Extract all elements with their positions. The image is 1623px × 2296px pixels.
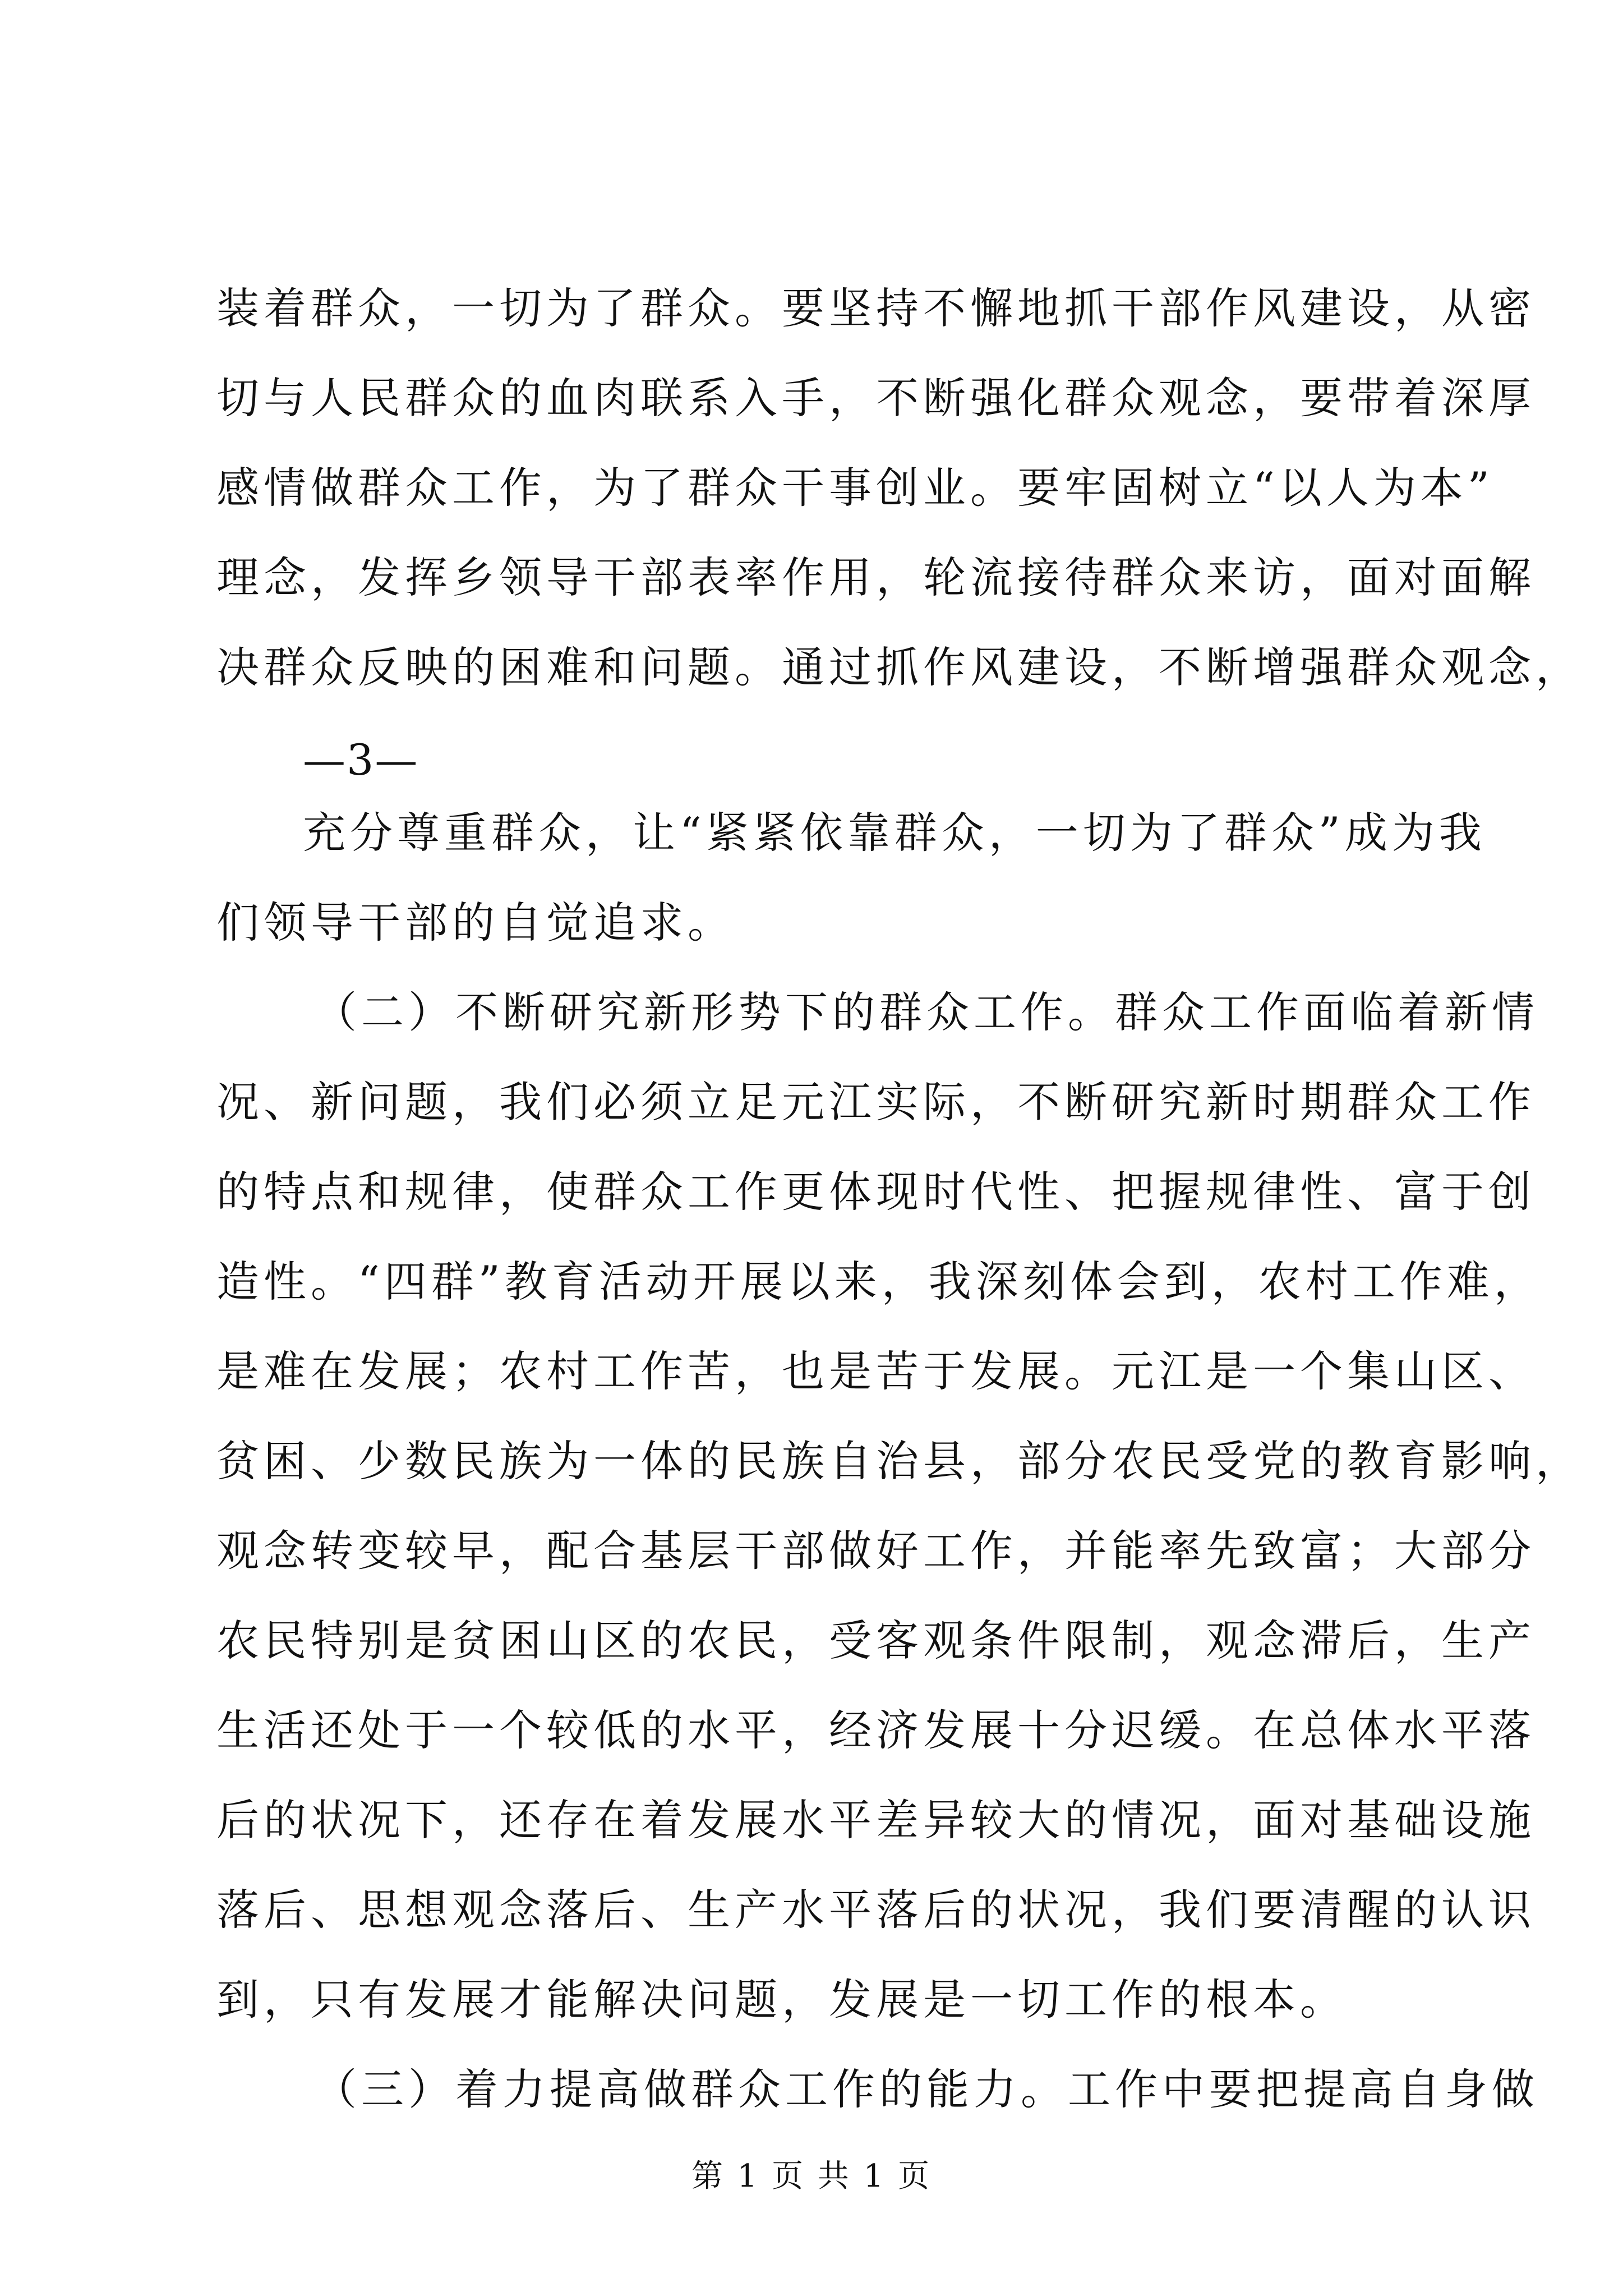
text-line: 落后、思想观念落后、生产水平落后的状况，我们要清醒的认识 — [216, 1885, 1536, 1935]
text-line: 贫困、少数民族为一体的民族自治县，部分农民受党的教育影响， — [216, 1436, 1583, 1486]
text-line: 生活还处于一个较低的水平，经济发展十分迟缓。在总体水平落 — [216, 1705, 1536, 1755]
text-line: 理念，发挥乡领导干部表率作用，轮流接待群众来访，面对面解 — [216, 553, 1536, 602]
paragraph-heading-line: （二）不断研究新形势下的群众工作。群众工作面临着新情 — [314, 987, 1539, 1037]
paragraph-heading-line: （三）着力提高做群众工作的能力。工作中要把提高自身做 — [314, 2064, 1539, 2114]
text-line: 造性。“四群”教育活动开展以来，我深刻体会到，农村工作难， — [216, 1257, 1541, 1306]
page-footer: 第 1 页 共 1 页 — [691, 2158, 932, 2194]
text-line: 决群众反映的困难和问题。通过抓作风建设，不断增强群众观念， — [216, 642, 1583, 692]
text-line: 们领导干部的自觉追求。 — [216, 898, 735, 947]
text-line: 况、新问题，我们必须立足元江实际，不断研究新时期群众工作 — [216, 1077, 1536, 1127]
text-line: 到，只有发展才能解决问题，发展是一切工作的根本。 — [216, 1975, 1347, 2024]
text-line: 切与人民群众的血肉联系入手，不断强化群众观念，要带着深厚 — [216, 373, 1536, 423]
text-line: 观念转变较早，配合基层干部做好工作，并能率先致富；大部分 — [216, 1526, 1536, 1576]
text-line: 的特点和规律，使群众工作更体现时代性、把握规律性、富于创 — [216, 1167, 1536, 1217]
page-marker: —3— — [303, 735, 419, 785]
text-line: 装着群众，一切为了群众。要坚持不懈地抓干部作风建设，从密 — [216, 283, 1536, 333]
text-line: 感情做群众工作，为了群众干事创业。要牢固树立“以人为本” — [216, 463, 1494, 513]
text-line: 是难在发展；农村工作苦，也是苦于发展。元江是一个集山区、 — [216, 1346, 1536, 1396]
text-line: 充分尊重群众，让“紧紧依靠群众，一切为了群众”成为我 — [303, 808, 1486, 858]
text-line: 后的状况下，还存在着发展水平差异较大的情况，面对基础设施 — [216, 1795, 1536, 1845]
text-line: 农民特别是贫困山区的农民，受客观条件限制，观念滞后，生产 — [216, 1616, 1536, 1665]
